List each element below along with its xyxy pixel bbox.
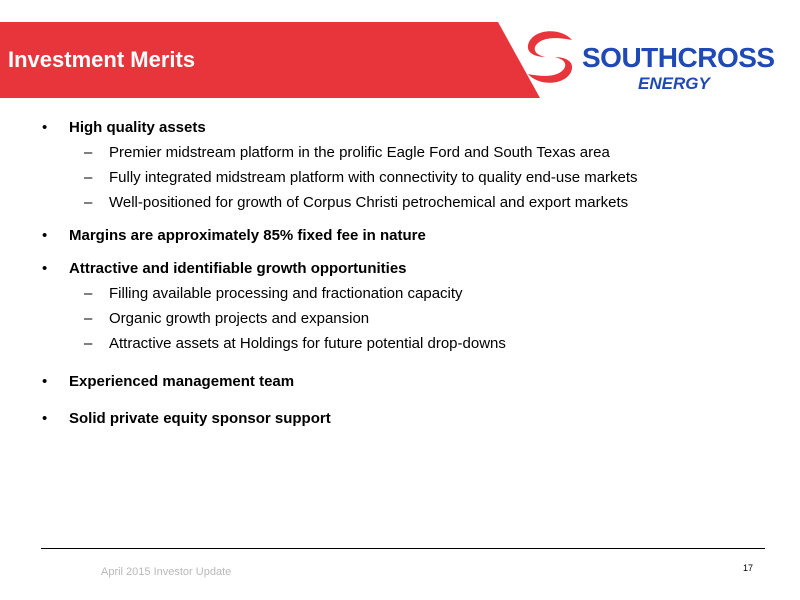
sub-text: Well-positioned for growth of Corpus Christi petrochemical and export markets xyxy=(109,194,629,211)
sub-item xyxy=(0,284,800,304)
sub-text: Attractive assets at Holdings for future potential drop-downs xyxy=(109,335,506,352)
bullet-text: Margins are approximately 85% fixed fee in nature xyxy=(69,227,426,244)
logo-wordmark-energy: ENERGY xyxy=(638,74,710,93)
bullet-item xyxy=(0,372,800,392)
bullet-dot: • xyxy=(42,373,48,390)
logo-wordmark: SOUTHCROSS xyxy=(582,42,775,73)
bullet-item xyxy=(0,259,800,279)
sub-text: Premier midstream platform in the prolific Eagle Ford and South Texas area xyxy=(109,144,610,161)
bullet-text: Attractive and identifiable growth opportunities xyxy=(69,260,407,277)
sub-item xyxy=(0,309,800,329)
sub-text: Organic growth projects and expansion xyxy=(109,310,370,327)
bullet-text: High quality assets xyxy=(69,119,206,136)
bullet-text: Solid private equity sponsor support xyxy=(69,410,331,427)
sub-text: Fully integrated midstream platform with connectivity to quality end-use markets xyxy=(109,169,638,186)
bullet-item xyxy=(0,118,800,138)
bullet-item xyxy=(0,409,800,429)
bullet-dot: • xyxy=(42,119,48,136)
bullet-dot: • xyxy=(42,260,48,277)
southcross-logo-icon xyxy=(522,26,578,90)
sub-item xyxy=(0,193,800,213)
dash-marker: – xyxy=(84,144,93,161)
sub-item xyxy=(0,168,800,188)
page-number: 17 xyxy=(743,563,754,573)
dash-marker: – xyxy=(84,169,93,186)
footer-text: April 2015 Investor Update xyxy=(101,566,232,578)
sub-text: Filling available processing and fractionation capacity xyxy=(109,285,463,302)
sub-item xyxy=(0,334,800,354)
bullet-item xyxy=(0,226,800,246)
dash-marker: – xyxy=(84,310,93,327)
dash-marker: – xyxy=(84,335,93,352)
bullet-list xyxy=(0,118,800,429)
sub-item xyxy=(0,143,800,163)
page-title: Investment Merits xyxy=(8,47,196,72)
footer-divider xyxy=(41,548,765,549)
dash-marker: – xyxy=(84,285,93,302)
bullet-dot: • xyxy=(42,410,48,427)
dash-marker: – xyxy=(84,194,93,211)
bullet-dot: • xyxy=(42,227,48,244)
bullet-text: Experienced management team xyxy=(69,373,295,390)
